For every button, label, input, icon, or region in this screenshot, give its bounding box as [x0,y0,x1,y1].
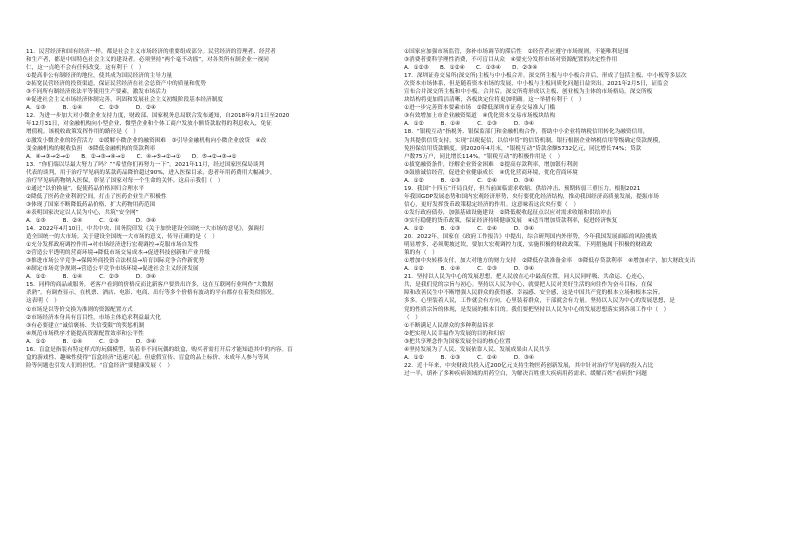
text-line: ①提高非公有制经济的地位，使其成为国民经济的主导力量 [26,73,173,80]
text-line: 18．“银税互动”指税务、银保监部门和金融机构合作，帮助中小企业将纳税信用转化为融资信用， [404,129,649,136]
text-line: ③有必要建立“诚信褒扬、失信受限”的奖惩机制 [26,322,145,329]
text-line: 年我国GDP发展态势和国内宏观经济形势，央行要优化经济结构，推动我国经济高质量发展，提振市场 [404,193,659,200]
text-line: 代表的谈判，用于治疗罕见病的某款药品降价超过90%，进入医保目录，患者年用药费用大幅减少， [26,169,276,176]
text-line: ②把实现人民幸福作为发展的目的和归宿 [404,330,506,337]
text-line: A．①② B．①③ C．②④ D．③④ [404,354,534,361]
text-line: ①发行政府债券，加强基础设施建设 ②降低税收起征点以应对需求收缩和供给冲击 [404,209,612,216]
text-line: 17．深圳证券交易所(深交所)主板与中小板合并。深交所主板与中小板合并后，形成了包括主板、中小板等多层次 [404,73,687,80]
text-line: ④促进社会主义市场经济体制完善，巩固和发展社会主义初级阶段基本经济制度 [26,97,223,104]
text-line: 次资本市场体系，但是随着资本市场的发展，中小板与主板同质化问题日益突出。2021年2月5日，证监会 [404,81,669,88]
text-line: 宣布合并深交所主板和中小板。合并后，深交所将形成以主板、创业板为主体的市场格局，深交所板 [404,89,653,96]
text-line: ③鼓励诚信经营，促进企业健康成长 ④优化营商环境，优化营商环境 [404,169,578,176]
text-line: 11．民营经济和国有经济一样，都是社会主义市场经济的重要组成部分。民营经济的管理者、经营者 [26,49,276,55]
text-line: 21．坚持以人民为中心的发展思想，把人民放在心中最高位置，同人民同呼吸、共命运、心连心， [404,274,649,281]
text-line: 信心，更好发挥货币政策稳定经济的作用。这意味着这次央行要（ ） [404,201,579,208]
text-line: 13．“你们端以尽最大努力了吗？”“希望你们再努力一下”。2021年11月，经过国家医保局谈判 [26,161,265,168]
text-line: ③有效增加上市企业融资渠道 ④优化资本交易市场板块结构 [404,113,556,120]
text-line: 为其提供信贷支持，实现“以税促信，以信申贷”的信贷机制，银行根据企业纳税信用等级确定贷款规模， [404,137,664,144]
text-line: ①市场是以等价交换为准则的资源配置方式 [26,306,133,313]
text-line: 这表明（ ） [26,298,60,305]
text-line: 14．2022年4月10日，中共中央、国务院印发《关于加快建设全国统一大市场的意见》，强调打 [26,226,265,233]
text-line: 策的有（ ） [404,250,438,257]
text-line: 党的性质宗旨的体现，是发展的根本目的。我们要把坚持以人民为中心的发展思想落实到各项工作中（ ） [404,306,670,313]
text-line: ③推进市场公平竞争→保障外商投资合法权益→培育国际竞争合作新优势 [26,258,205,265]
text-line: 险等问题也引发人们的担忧。“盲盒经济”要健康发展（ ） [26,362,173,369]
text-line: ④制定市场竞争规则→营造公平竞争市场环境→促进社会主义经济发展 [26,266,199,273]
text-line: A．①③ B．①④ C．②③ D．②④ [26,105,156,112]
text-line: 明显增多，必须爬坡过坎，要加大宏观调控力度，实施积极的财政政策。下列措施属于积极的财政政 [404,242,653,249]
text-line: A．①② B．①③ C．②④ D．③④ [404,177,534,184]
text-line: 22．近十年来，中央财政共投入近200亿元支持生物医药创新发展，其中针对治疗罕见病的投入占比 [404,362,654,369]
text-line: ①国家应加强市场监管，弥补市场调节的滞后性 ②经营者应遵守市场规则，不能唯利是图 [404,49,629,55]
left-column [26,48,394,550]
text-line: 增值税。该税收政策发挥作用的路径是（ ） [26,129,139,136]
text-line: ①激发小微企业的经营活力 ②缓解小微企业的融资困难 ③引导金融机构向小微企业放贷 ④改 [26,137,267,144]
text-line: 户数75万户，同比增长114%。“银税互动”的积极作用是（ ） [404,153,564,160]
text-line: A．①② B．①④ C．②③ D．③④ [404,121,534,128]
text-line: ③实行稳健的货币政策，保证经济持续健康发展 ④适当增加贷款利率，促进经济恢复 [404,217,618,224]
text-line: A．①② B．①④ C．②③ D．③④ [26,338,156,345]
text-line: ①通过“以价换量”，促使药品价格回归合理水平 [26,185,145,192]
text-line: ④规范市场秩序才能提高资源配置效率和公平性 [26,330,144,337]
text-line: ①拔宽融资条件，纾解企业资金困难 ②提高存款利率，增加银行利润 [404,161,578,168]
text-line: ③不同所有制经济依法平等使用生产要素，激发市场活力 [26,89,167,96]
text-line: （ ） [404,314,421,321]
text-line: 仁，这一点绝不会有任何改变。这有利于（ ） [26,65,145,72]
text-line: A．④→③→②→① B．②→③→④→① C．④→⑤→②→① D．⑤→②→③→① [26,153,237,160]
text-line: 15．同样的商品或服务，老客户看到的价格反而比新客户要贵出许多，这在互联网行业叫作“大数据 [26,282,274,289]
text-line: 20．2022年，国家在《政府工作报告》中提出，综合研判国内外形势，今年我国发展面临的风险挑战 [404,234,658,241]
text-line: 造全国统一的大市场。关于建设全国统一大市场的意义，传导正确的是（ ） [26,234,218,241]
text-line: 盒的游戏性、趣味性使得“盲盒经济”迅速兴起。但虚假宣传、盲盒的品上标价、未成年人参与等风 [26,354,269,361]
text-line: ②拓宽民营经济的投资渠道，保证民营经济在社会总资产中的质量和优势 [26,81,207,88]
text-line: A．①② B．①③ C．②④ D．③④ [404,226,534,233]
text-line: 年12月31日，对金融机构向小型企业、微型企业和个体工商户发放小额贷款取得的利息收入，免征 [26,121,272,128]
text-line: A．①② B．①④ C．②③ D．③④ [26,274,156,281]
text-line: ④坚持发展为了人民、发展依靠人民、发展成果由人民共享 [404,346,551,353]
text-line: ②降低了医药企业利润空间，打击了医药企业生产积极性 [26,193,167,200]
text-line: ②市场经济本身具有盲目性，市场主体追求利益最大化 [26,314,161,321]
text-line: 19．我国“十四五”开局良好，但当前面临需求收缩、供给冲击、预期转弱三重压力。根据2021 [404,185,641,192]
text-line: 和生产者，都是中国特色社会主义的建设者。必须坚持“两个毫不动摇”，对各类所有制企业一视同 [26,57,269,64]
text-line: ①充分发挥政府调控作用→对市场经济进行宏观调控→克服市场自发性 [26,242,199,249]
text-line: 免担保信用贷款额度。到2020年4月末，“银税互动”贷款余额5732亿元，同比增长74%；贷款 [404,145,642,152]
text-line: 16．盲盒是指装有特定样式的玩偶模型，装着非不同玩偶的纸盒，购买者需打开后才能知道其中的内容。盲 [26,346,293,353]
text-line: A．①③ B．②④ C．①④ D．③④ [26,217,156,224]
text-line: 杀熟”。有调查显示，在机票、酒店、电影、电商、出行等多个价格有波动的平台都存在着类似情况。 [26,290,278,297]
text-line: ①进一步完善资本要素市场 ②降低深圳市证券交易准入门槛 [404,105,556,112]
text-line: A．①② B．①④ C．②③ D．③④ [404,266,534,273]
text-line: 治疗罕见病药物纳入医保，彰显了国家对每一个生命的关怀。这启示我们（ ） [26,177,224,184]
text-line: ①不断满足人民群众的多种利益诉求 [404,322,494,329]
text-line: ④表明国家决定以人民为中心，共筑“安全网” [26,209,139,216]
right-column [404,48,772,550]
text-line: 变金融机构的税收负担 ⑤降低金融机构的贷款利率 [26,145,156,152]
text-line: 块结构将更加简洁清晰，各板块定位将更加明确。这一举措有利于（ ） [404,97,585,104]
text-line: ②营造公平透明的营商环境→降低市场交易成本→促进科技创新和产业升级 [26,250,210,257]
text-line: 共，是我们党的宗旨与初心。坚持以人民为中心，就要把人民对美好生活的向往作为奋斗目标，在保 [404,282,653,289]
text-line: 12．为进一步加大对小微企业支持力度，财政部、国家税务总局联合发布通知，自2018年9月1日至2020 [26,113,290,120]
text-line: ①增加中央转移支付，加大对地方的财力支持 ②降低存款准备金率 ③降低存贷款利率 ④增加赤字，加大财政支出 [404,258,696,265]
text-line: 过一半，填补了多种疾病领域的用药空白，为解决百姓重大疾病用药需求、缓解百姓“看病贵”问题 [404,370,647,377]
text-line: ③体现了国家不断降低药品价格，扩大药物用药范围 [26,201,156,208]
text-line: 多多。心里装着人民，工作就会有方向，心里装着群众，干部就会有力量。坚持以人民为中心的发展思想，是 [404,298,675,305]
text-line: ③消费者要科学理性消费，不可盲目从众 ④要充分发挥市场对资源配置的决定性作用 [404,57,618,64]
text-line: ③把共享理念作为国家发展全局的核心位置 [404,338,511,345]
text-line: 障和改善民生中不断增强人民群众的获得感、幸福感、安全感，这是中国共产党的根本立场和根本宗旨。 [404,290,664,297]
text-line: A．①②③ B．①②④ C．①③④ D．②③④ [404,65,538,72]
